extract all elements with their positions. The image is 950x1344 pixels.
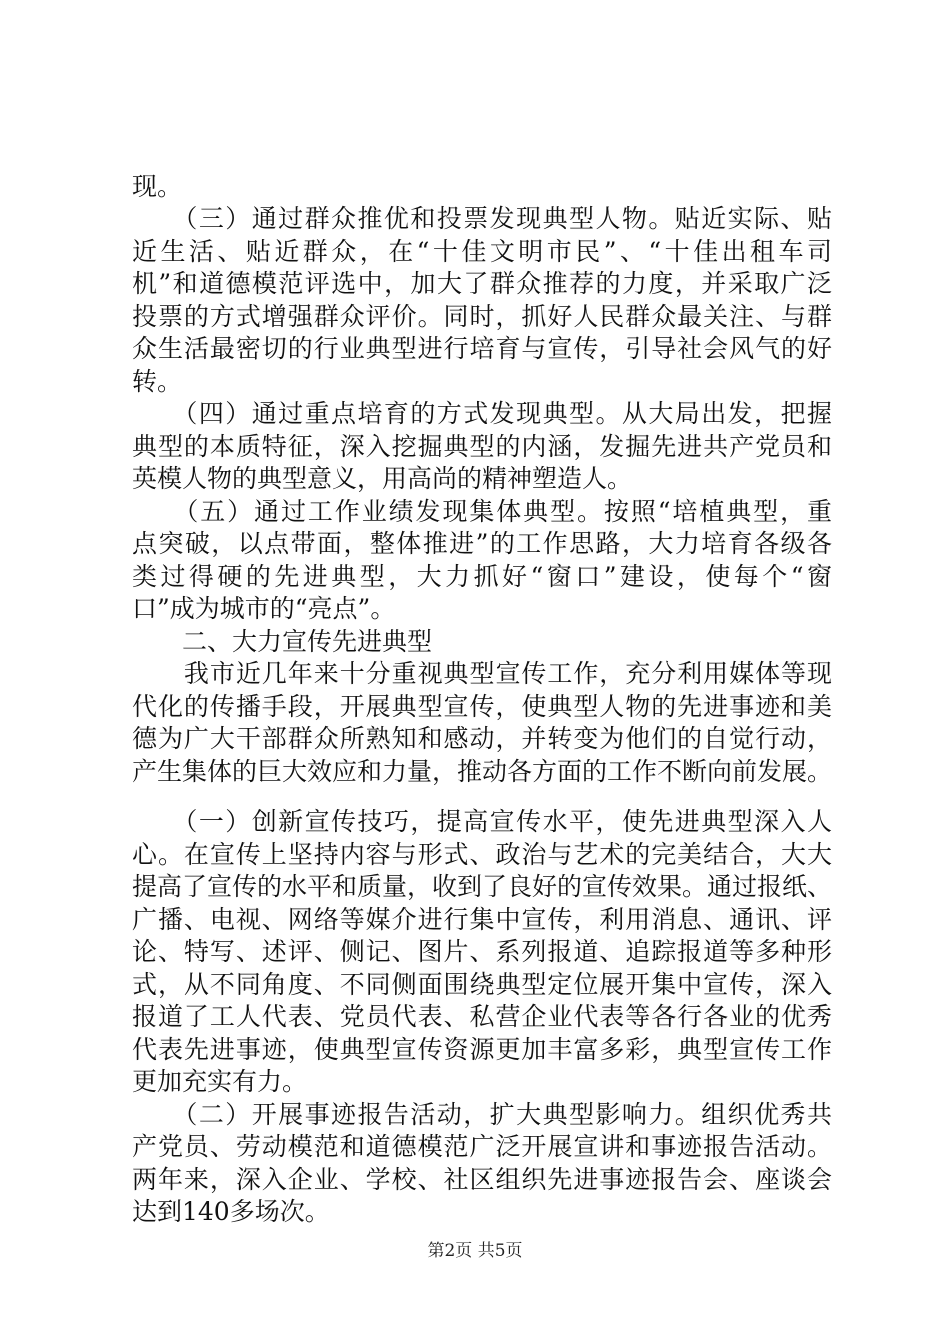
- text-line: 德为广大干部群众所熟知和感动，并转变为他们的自觉行动，: [132, 724, 832, 753]
- text-line: 两年来，深入企业、学校、社区组织先进事迹报告会、座谈会: [132, 1165, 832, 1194]
- text-line: 式，从不同角度、不同侧面围绕典型定位展开集中宣传，深入: [132, 970, 832, 999]
- text-line: 近生活、贴近群众，在“十佳文明市民”、“十佳出租车司: [132, 237, 832, 266]
- text-line: 现。: [132, 172, 183, 201]
- text-line: （四）通过重点培育的方式发现典型。从大局出发，把握: [132, 399, 832, 428]
- section-heading: 二、大力宣传先进典型: [132, 627, 433, 656]
- text-line: 投票的方式增强群众评价。同时，抓好人民群众最关注、与群: [132, 302, 832, 331]
- text-line: 机”和道德模范评选中，加大了群众推荐的力度，并采取广泛: [132, 269, 832, 298]
- text-line: 口”成为城市的“亮点”。: [132, 594, 396, 623]
- text-line: 典型的本质特征，深入挖掘典型的内涵，发掘先进共产党员和: [132, 432, 832, 461]
- page-number: 第2页 共5页: [427, 1241, 523, 1261]
- text-line: 提高了宣传的水平和质量，收到了良好的宣传效果。通过报纸、: [132, 872, 832, 901]
- text-line: （一）创新宣传技巧，提高宣传水平，使先进典型深入人: [132, 807, 832, 836]
- text-line: （五）通过工作业绩发现集体典型。按照“培植典型，重: [132, 497, 832, 526]
- text-line: （三）通过群众推优和投票发现典型人物。贴近实际、贴: [132, 204, 832, 233]
- text-line: 达到140多场次。: [132, 1197, 330, 1226]
- text-line: 产党员、劳动模范和道德模范广泛开展宣讲和事迹报告活动。: [132, 1132, 832, 1161]
- text-line: 心。在宣传上坚持内容与形式、政治与艺术的完美结合，大大: [132, 840, 832, 869]
- text-line: 产生集体的巨大效应和力量，推动各方面的工作不断向前发展。: [132, 757, 832, 786]
- text-line: 众生活最密切的行业典型进行培育与宣传，引导社会风气的好: [132, 334, 832, 363]
- text-line: 英模人物的典型意义，用高尚的精神塑造人。: [132, 464, 633, 493]
- text-line: 报道了工人代表、党员代表、私营企业代表等各行各业的优秀: [132, 1002, 832, 1031]
- text-line: 更加充实有力。: [132, 1067, 308, 1096]
- text-line: 我市近几年来十分重视典型宣传工作，充分利用媒体等现: [132, 659, 832, 688]
- text-line: 广播、电视、网络等媒介进行集中宣传，利用消息、通讯、评: [132, 905, 832, 934]
- text-line: 转。: [132, 367, 183, 396]
- text-line: 点突破，以点带面，整体推进”的工作思路，大力培育各级各: [132, 529, 832, 558]
- text-line: 论、特写、述评、侧记、图片、系列报道、追踪报道等多种形: [132, 937, 832, 966]
- text-line: 代表先进事迹，使典型宣传资源更加丰富多彩，典型宣传工作: [132, 1035, 832, 1064]
- text-line: 类过得硬的先进典型，大力抓好“窗口”建设，使每个“窗: [132, 562, 832, 591]
- text-line: （二）开展事迹报告活动，扩大典型影响力。组织优秀共: [132, 1100, 832, 1129]
- text-line: 代化的传播手段，开展典型宣传，使典型人物的先进事迹和美: [132, 692, 832, 721]
